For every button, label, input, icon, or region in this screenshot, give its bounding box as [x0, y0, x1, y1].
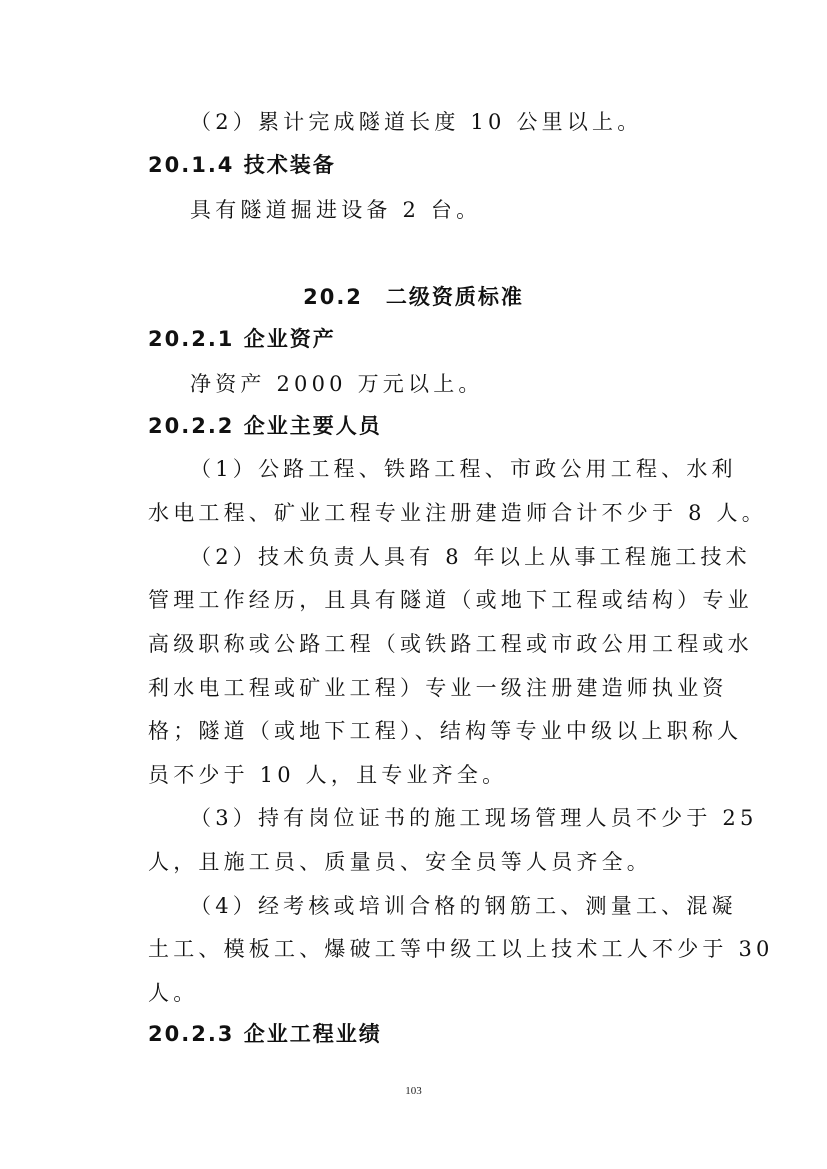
paragraph-line: 人。	[148, 981, 199, 1005]
paragraph-line: （4）经考核或培训合格的钢筋工、测量工、混凝	[190, 894, 737, 918]
page-number: 103	[405, 1085, 422, 1097]
section-heading: 20.2.3 企业工程业绩	[148, 1022, 382, 1046]
paragraph-line: 水电工程、矿业工程专业注册建造师合计不少于 8 人。	[148, 501, 767, 525]
paragraph-line: 具有隧道掘进设备 2 台。	[190, 198, 482, 222]
paragraph-line: 管理工作经历，且具有隧道（或地下工程或结构）专业	[148, 588, 753, 612]
paragraph-line: 员不少于 10 人，且专业齐全。	[148, 763, 508, 787]
paragraph-line: 利水电工程或矿业工程）专业一级注册建造师执业资	[148, 676, 728, 700]
paragraph-line: （3）持有岗位证书的施工现场管理人员不少于 25	[190, 806, 758, 830]
section-heading: 20.2.2 企业主要人员	[148, 414, 382, 438]
paragraph-line: 土工、模板工、爆破工等中级工以上技术工人不少于 30	[148, 937, 774, 961]
section-heading: 20.1.4 技术装备	[148, 153, 336, 177]
paragraph-line: 人，且施工员、质量员、安全员等人员齐全。	[148, 850, 652, 874]
paragraph-line: 高级职称或公路工程（或铁路工程或市政公用工程或水	[148, 632, 753, 656]
chapter-heading: 20.2 二级资质标准	[303, 285, 524, 309]
paragraph-line: （2）技术负责人具有 8 年以上从事工程施工技术	[190, 545, 751, 569]
paragraph-line: （1）公路工程、铁路工程、市政公用工程、水利	[190, 457, 737, 481]
paragraph-line: （2）累计完成隧道长度 10 公里以上。	[190, 110, 643, 134]
paragraph-line: 净资产 2000 万元以上。	[190, 372, 484, 396]
paragraph-line: 格；隧道（或地下工程）、结构等专业中级以上职称人	[148, 719, 743, 743]
section-heading: 20.2.1 企业资产	[148, 327, 336, 351]
